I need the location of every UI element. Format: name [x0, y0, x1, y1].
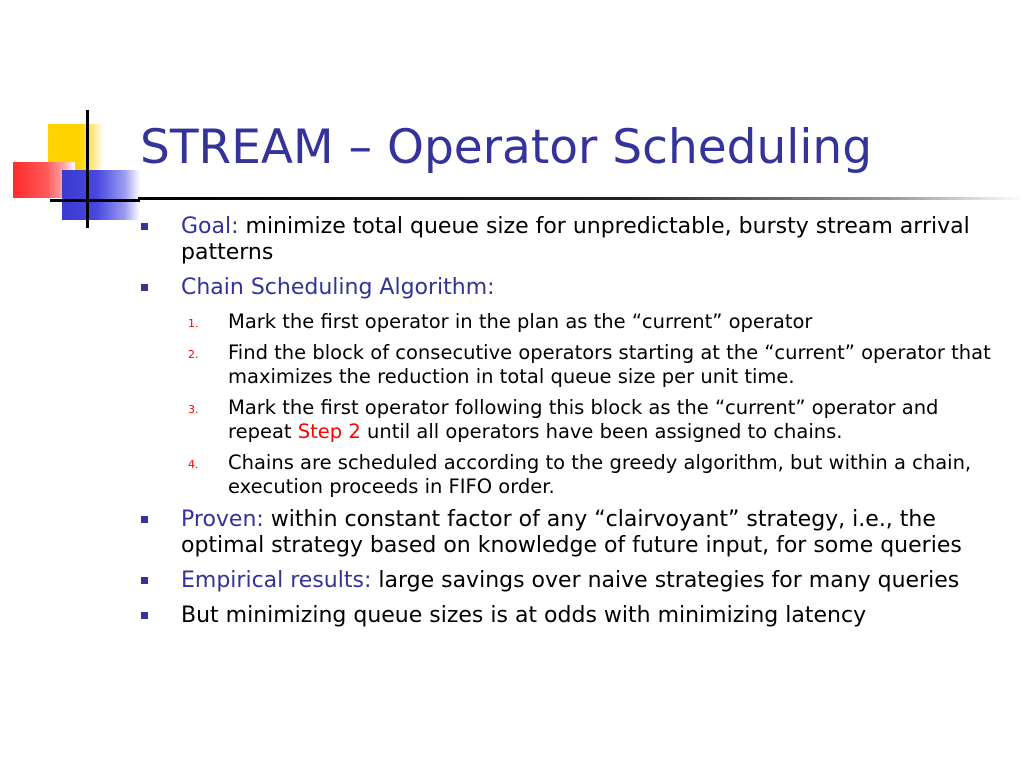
square-bullet-icon — [141, 612, 148, 619]
chain-steps-list — [140, 310, 1000, 499]
step-text: Find the block of consecutive operators starting at the “current” operator that maximizes the reduction in total queue size per unit time. — [228, 341, 991, 388]
chain-step-1 — [140, 310, 1000, 334]
bullet-chain-scheduling — [140, 275, 1000, 301]
title-underline — [138, 197, 1024, 200]
latency-text: But minimizing queue sizes is at odds with minimizing latency — [181, 603, 867, 628]
square-bullet-icon — [141, 516, 148, 523]
step-number: 1. — [188, 317, 199, 330]
goal-text: minimize total queue size for unpredictable, bursty stream arrival patterns — [181, 214, 970, 265]
proven-text: within constant factor of any “clairvoyant” strategy, i.e., the optimal strategy based on knowledge of future input, for some queries — [181, 507, 962, 558]
deco-blue-square — [62, 170, 140, 220]
chain-step-3 — [140, 396, 1000, 444]
step-2-reference: Step 2 — [297, 420, 361, 443]
chain-scheduling-label: Chain Scheduling Algorithm: — [181, 275, 495, 300]
step-number: 3. — [188, 403, 199, 416]
proven-label: Proven: — [181, 507, 264, 532]
empirical-text: large savings over naive strategies for many queries — [371, 568, 960, 593]
step-text-before: Mark the first operator following this block as the “current” operator and repeat — [228, 396, 939, 443]
bullet-proven — [140, 507, 1000, 559]
step-number: 4. — [188, 458, 199, 471]
bullet-empirical — [140, 568, 1000, 594]
bullet-latency — [140, 603, 1000, 629]
step-number: 2. — [188, 348, 199, 361]
deco-horizontal-line — [50, 199, 140, 202]
goal-label: Goal: — [181, 214, 239, 239]
chain-step-4 — [140, 451, 1000, 499]
bullet-goal — [140, 214, 1000, 266]
square-bullet-icon — [141, 223, 148, 230]
slide-content — [140, 214, 1000, 638]
square-bullet-icon — [141, 577, 148, 584]
square-bullet-icon — [141, 284, 148, 291]
step-text-after: until all operators have been assigned to chains. — [360, 420, 843, 443]
empirical-label: Empirical results: — [181, 568, 372, 593]
step-text: Mark the first operator in the plan as the “current” operator — [228, 310, 813, 333]
step-text: Chains are scheduled according to the greedy algorithm, but within a chain, execution proceeds in FIFO order. — [228, 451, 972, 498]
chain-step-2 — [140, 341, 1000, 389]
slide-title: STREAM – Operator Scheduling — [140, 120, 873, 175]
deco-vertical-line — [86, 110, 89, 228]
